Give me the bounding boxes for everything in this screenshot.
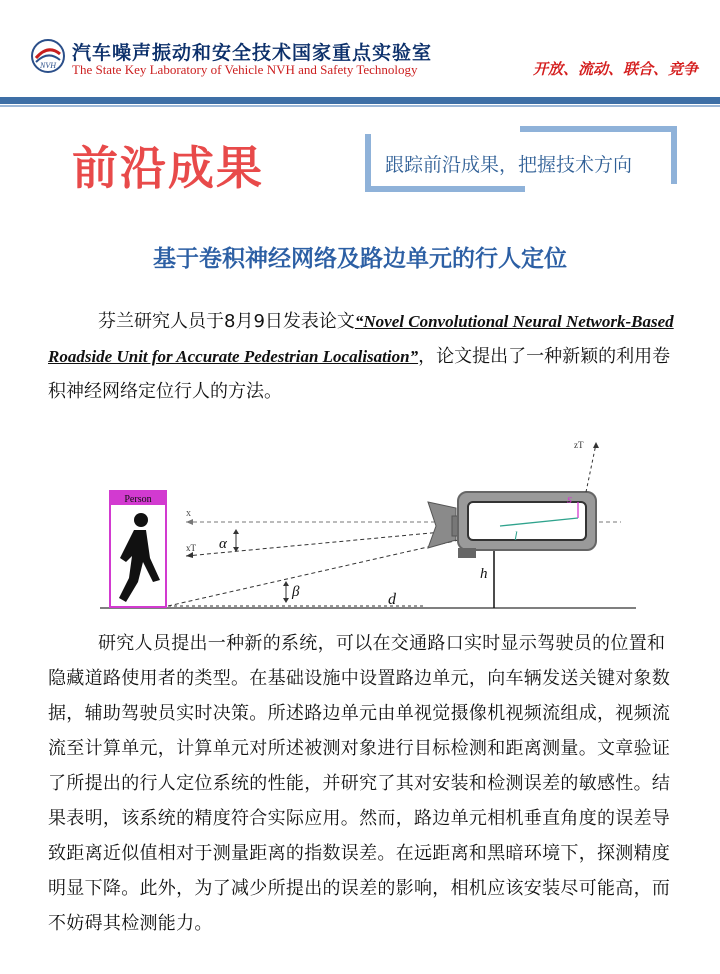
article-paragraph-2: 研究人员提出一种新的系统，可以在交通路口实时显示驾驶员的位置和隐藏道路使用者的类型。在基础设施中设置路边单元，向车辆发送关键对象数据，辅助驾驶员实时决策。所述路边单元由单视觉摄像机视频流组成，视频流流至计算单元，计算单元对所述被测对象进行目标检测和距离测量。文章验证了所提出的行人定位系统的性能，并研究了其对安装和检测误差的敏感性。结果表明，该系统的精度符合实际应用。然而，路边单元相机垂直角度的误差导致距离近似值相对于测量距离的指数误差。在远距离和黑暗环境下，探测精度明显下降。此外，为了减少所提出的误差的影响，相机应该安装尽可能高，而不妨碍其检测能力。 xyxy=(48,633,671,934)
paper-title-link[interactable]: “Novel Convolutional Neural Network-Based Roadside Unit for Accurate Pedestrian Localisation” xyxy=(48,312,674,366)
para1-tail: ，论文提出了一种新颖的利用卷积神经网络定位行人的方法。 xyxy=(48,346,671,402)
focal-label-l: l xyxy=(514,528,518,543)
svg-text:NVH: NVH xyxy=(40,61,56,70)
localisation-diagram xyxy=(96,430,646,620)
lab-name-en: The State Key Laboratory of Vehicle NVH and Safety Technology xyxy=(72,62,418,77)
section-title: 前沿成果 xyxy=(72,141,264,195)
beta-label: β xyxy=(292,584,300,600)
height-label: h xyxy=(480,566,488,582)
header-divider-thin xyxy=(0,105,720,107)
axis-label-x: x xyxy=(186,508,191,519)
axis-label-xt: xT xyxy=(186,543,196,553)
section-tagline-box xyxy=(365,126,677,192)
tag-frame-right xyxy=(671,126,677,184)
tag-frame-left xyxy=(365,134,371,192)
arrow-x xyxy=(186,519,193,525)
page-header xyxy=(0,0,720,100)
tag-frame-bottom xyxy=(365,186,525,192)
distance-label: d xyxy=(388,591,396,608)
pedestrian-icon xyxy=(119,513,160,602)
para1-lead: 芬兰研究人员于8月9日发表论文 xyxy=(98,311,355,332)
lab-logo-icon xyxy=(30,38,66,74)
section-tagline: 跟踪前沿成果，把握技术方向 xyxy=(385,154,633,176)
article-paragraph-1 xyxy=(48,304,674,409)
header-divider xyxy=(0,97,720,104)
focal-label-s: s xyxy=(567,491,573,506)
alpha-label: α xyxy=(219,536,227,552)
lab-name-cn: 汽车噪声振动和安全技术国家重点实验室 xyxy=(72,42,433,64)
lab-motto: 开放、流动、联合、竞争 xyxy=(532,60,698,78)
article-title: 基于卷积神经网络及路边单元的行人定位 xyxy=(153,246,567,272)
tag-frame-top xyxy=(520,126,677,132)
axis-label-zt: zT xyxy=(574,440,584,450)
person-label: Person xyxy=(124,494,152,505)
axis-zt xyxy=(586,444,596,492)
